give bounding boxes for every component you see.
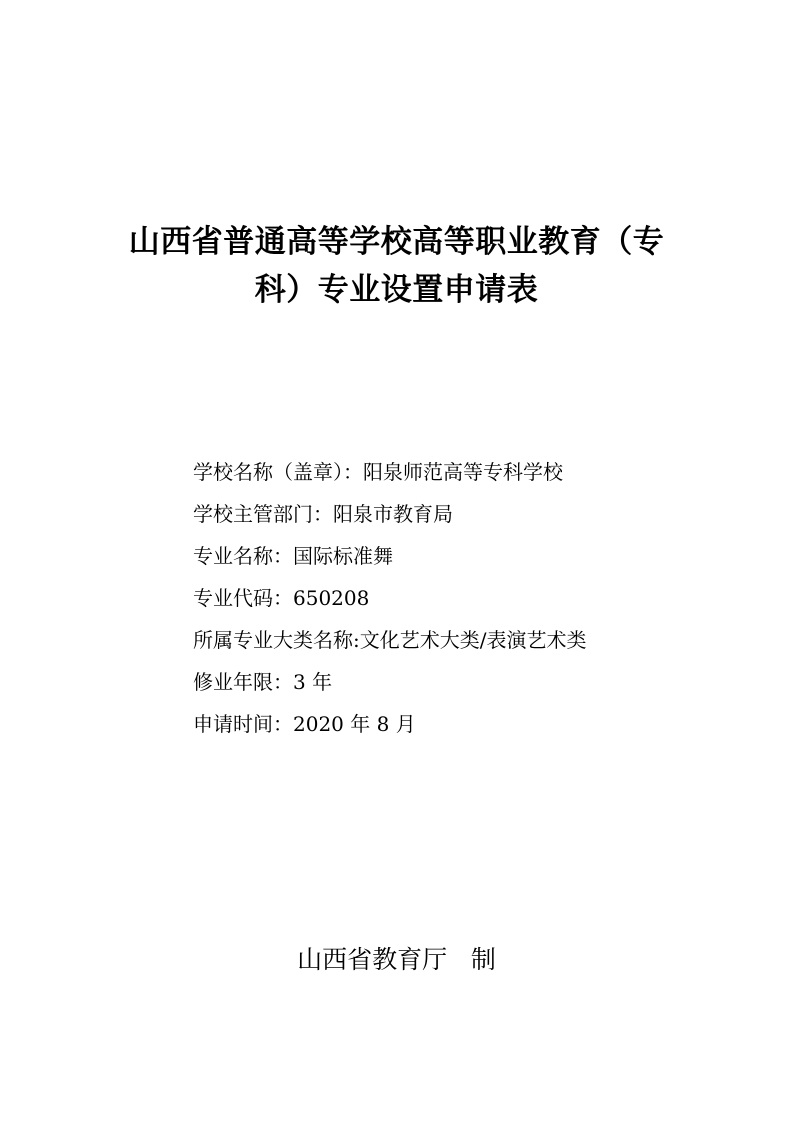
document-title	[0, 218, 793, 314]
department-value: 阳泉市教育局	[333, 502, 453, 526]
duration-label: 修业年限：	[193, 670, 293, 694]
major-code-row	[193, 581, 753, 623]
department-row	[193, 497, 753, 539]
major-name-row	[193, 539, 753, 581]
major-code-label: 专业代码：	[193, 586, 293, 610]
application-date-row	[193, 707, 753, 749]
duration-row	[193, 665, 753, 707]
issuer-footer: 山西省教育厅 制	[297, 945, 496, 974]
application-date-value: 2020 年 8 月	[293, 712, 416, 736]
department-label: 学校主管部门：	[193, 502, 333, 526]
title-line-2: 科）专业设置申请表	[254, 272, 539, 308]
title-line-1: 山西省普通高等学校高等职业教育（专	[128, 224, 665, 260]
category-label: 所属专业大类名称:	[193, 628, 360, 652]
application-info	[193, 455, 753, 749]
major-name-label: 专业名称：	[193, 544, 293, 568]
school-name-value: 阳泉师范高等专科学校	[363, 460, 563, 484]
duration-value: 3 年	[293, 670, 333, 694]
category-row	[193, 623, 753, 665]
major-name-value: 国际标准舞	[293, 544, 393, 568]
school-name-row	[193, 455, 753, 497]
school-name-label: 学校名称（盖章）：	[193, 460, 363, 484]
application-date-label: 申请时间：	[193, 712, 293, 736]
major-code-value: 650208	[293, 586, 370, 610]
category-value: 文化艺术大类/表演艺术类	[359, 628, 587, 652]
